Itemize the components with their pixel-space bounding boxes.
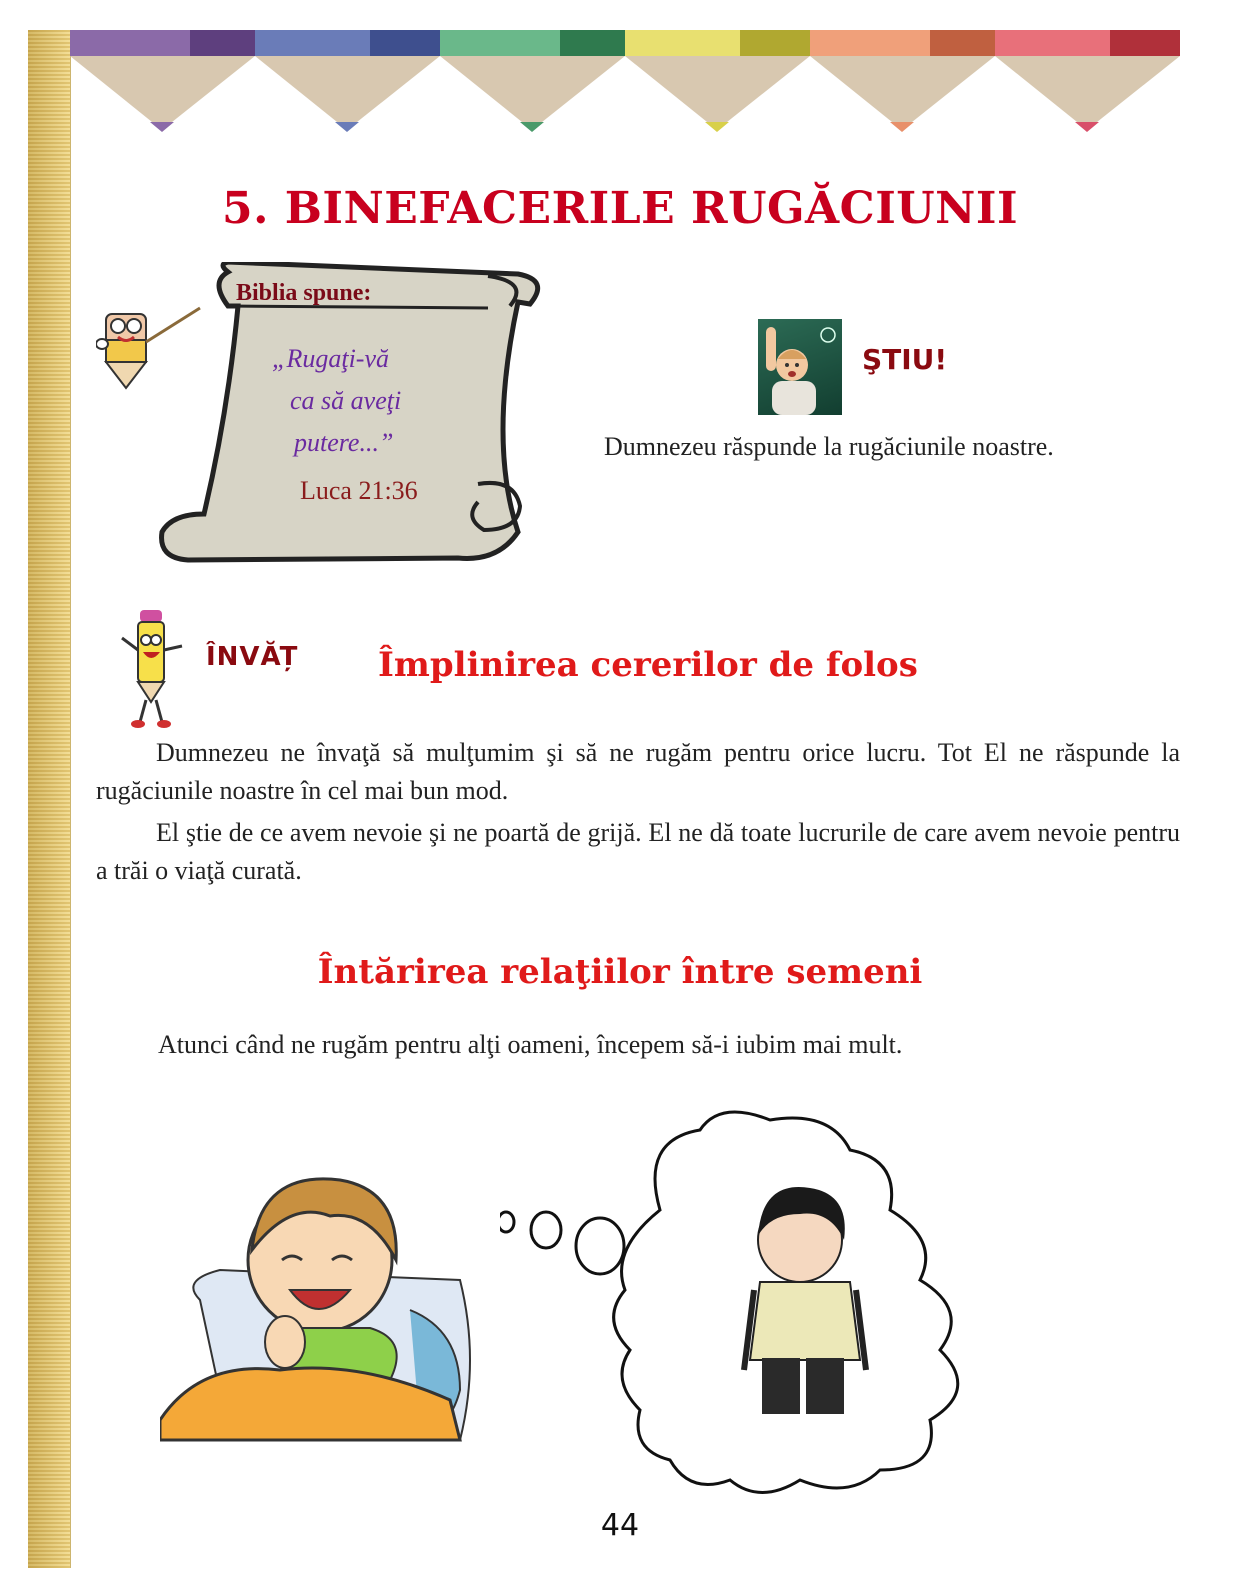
section-heading-fulfillment: Împlinirea cererilor de folos [378,645,918,685]
paragraph-2-text: El ştie de ce avem nevoie şi ne poartă de grijă. El ne dă toate lucrurile de care avem nevoie pentru a trăi o viaţă curată. [96,818,1180,885]
pencil-5 [810,30,995,132]
happy-pencil-illustration [118,610,188,730]
quote-line-3: putere...” [294,428,394,457]
raised-hand-kid-photo [758,319,842,415]
bible-reference: Luca 21:36 [300,476,418,505]
pencil-3 [440,30,625,132]
invat-label: ÎNVĂȚ [206,642,299,672]
decorative-left-border [28,30,71,1568]
pencil-4 [625,30,810,132]
praying-boy-illustration [160,1160,490,1460]
colored-pencils-banner [70,30,1180,140]
pencil-1 [70,30,255,132]
section-heading-relations: Întărirea relaţiilor între semeni [317,952,923,992]
quote-line-2: ca să aveţi [290,386,402,415]
page-title: 5. BINEFACERILE RUGĂCIUNII [221,183,1019,234]
paragraph-1-text: Dumnezeu ne învaţă să mulţumim şi să ne rugăm pentru orice lucru. Tot El ne răspunde la rugăciunile noastre în cel mai bun mod. [96,738,1180,805]
thought-cloud-illustration [500,1110,1020,1500]
bible-quote [262,338,462,464]
paragraph-3: Atunci când ne rugăm pentru alţi oameni, începem să-i iubim mai mult. [158,1030,903,1059]
bible-says-label: Biblia spune: [236,280,372,306]
stiu-label: ŞTIU! [862,343,948,376]
paragraph-2 [96,814,1180,890]
paragraph-1 [96,734,1180,810]
stiu-text: Dumnezeu răspunde la rugăciunile noastre. [604,432,1054,461]
pencil-2 [255,30,440,132]
page-number: 44 [600,1508,640,1543]
pencil-6 [995,30,1180,132]
kid-icon [758,319,842,415]
quote-line-1: „Rugaţi-vă [272,344,389,373]
